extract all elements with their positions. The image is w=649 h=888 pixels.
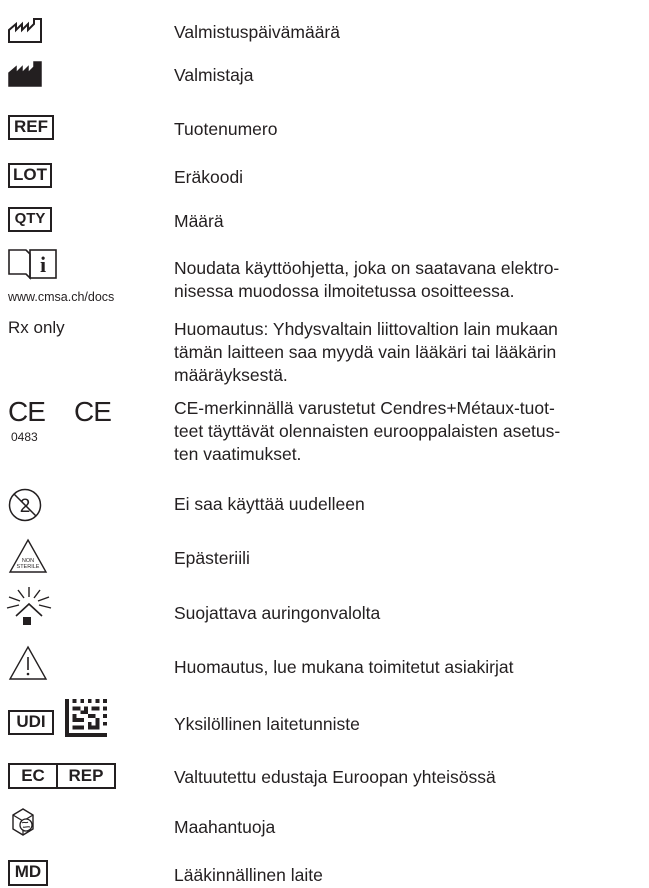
rx-only-text [174, 318, 644, 387]
consult-instructions-icon [8, 248, 58, 280]
ref-symbol: REF [8, 115, 54, 140]
ce-text [174, 397, 644, 466]
rx-line-3: määräyksestä. [174, 365, 288, 385]
docs-url: www.cmsa.ch/docs [8, 290, 115, 304]
non-sterile-label-non: NON [21, 558, 35, 564]
ce-line-3: ten vaatimukset. [174, 444, 302, 464]
ec-label: EC [10, 765, 58, 787]
ec-rep-text: Valtuutettu edustaja Euroopan yhteisössä [174, 767, 496, 787]
md-text: Lääkinnällinen laite [174, 865, 323, 885]
date-of-manufacture-text: Valmistuspäivämäärä [174, 22, 340, 42]
caution-text: Huomautus, lue mukana toimitetut asiakirjat [174, 657, 514, 677]
qty-symbol: QTY [8, 207, 52, 232]
consult-line-1: Noudata käyttöohjetta, joka on saatavana elektro- [174, 258, 560, 278]
manufacturer-icon [8, 61, 44, 87]
ref-text: Tuotenumero [174, 119, 278, 139]
consult-line-2: nisessa muodossa ilmoitetussa osoitteessa. [174, 281, 515, 301]
svg-text:i: i [39, 252, 47, 277]
rep-label: REP [68, 766, 104, 785]
md-symbol: MD [8, 860, 48, 886]
ec-rep-symbol [8, 763, 116, 789]
do-not-reuse-text: Ei saa käyttää uudelleen [174, 494, 365, 514]
data-matrix-code-icon [64, 699, 108, 737]
ce-line-2: teet täyttävät olennaisten eurooppalaisten asetus- [174, 421, 561, 441]
manufacturer-text: Valmistaja [174, 65, 254, 85]
importer-text: Maahantuoja [174, 817, 276, 837]
sunlight-icon [6, 586, 52, 626]
sunlight-text: Suojattava auringonvalolta [174, 603, 381, 623]
lot-text: Eräkoodi [174, 167, 244, 187]
consult-instructions-text [174, 257, 644, 303]
do-not-reuse-icon [8, 488, 42, 522]
notified-body-number: 0483 [11, 430, 38, 444]
ce-mark: CE [74, 396, 111, 427]
non-sterile-label-sterile: STERILE [16, 564, 40, 570]
qty-text: Määrä [174, 211, 224, 231]
lot-symbol: LOT [8, 163, 52, 188]
ce-mark-with-number: CE [8, 396, 45, 427]
date-of-manufacture-icon [8, 18, 44, 44]
rx-only-symbol: Rx only [8, 318, 65, 337]
rx-line-2: tämän laitteen saa myydä vain lääkäri tai lääkärin [174, 342, 557, 362]
rx-line-1: Huomautus: Yhdysvaltain liittovaltion lain mukaan [174, 319, 558, 339]
non-sterile-text: Epästeriili [174, 548, 250, 568]
ce-line-1: CE-merkinnällä varustetut Cendres+Métaux-tuot- [174, 398, 555, 418]
importer-icon [8, 806, 38, 836]
svg-text:2: 2 [19, 496, 31, 517]
non-sterile-icon [8, 538, 48, 574]
udi-text: Yksilöllinen laitetunniste [174, 714, 360, 734]
udi-symbol: UDI [8, 710, 54, 735]
caution-icon [8, 645, 48, 681]
